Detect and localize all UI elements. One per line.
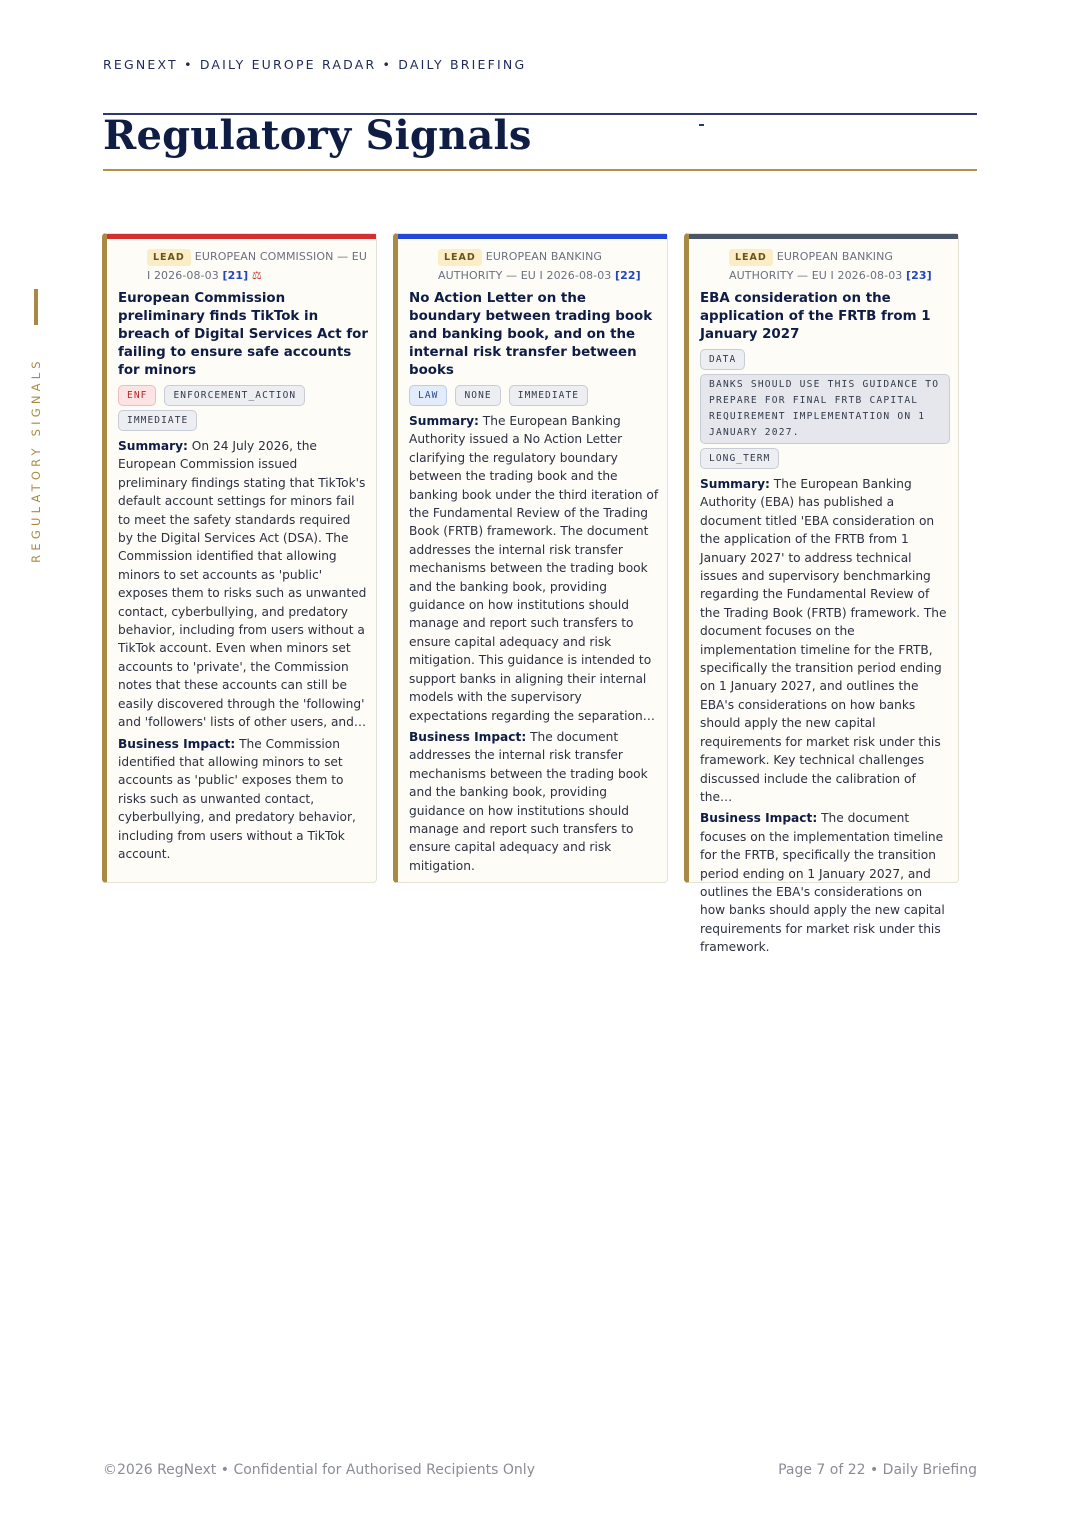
card-top-accent <box>398 234 667 239</box>
citation-ref[interactable]: [22] <box>615 269 641 282</box>
card-meta <box>700 247 950 285</box>
card-source: EUROPEAN BANKING AUTHORITY — EU I 2026-08-03 <box>729 250 903 282</box>
lead-badge: LEAD <box>147 249 191 266</box>
signal-card-2 <box>393 233 668 883</box>
card-summary: Summary: On 24 July 2026, the European Commission issued preliminary findings stating that TikTok's default account settings for minors fail to meet the safety standards required by the Digital Services Act (DSA). The Commission identified that allowing minors to set accounts as 'public' exposes them to risks such as unwanted contact, cyberbullying, and predatory behavior, including from users without a TikTok account. Even when minors set accounts to 'private', the Commission notes that these accounts can still be easily discovered through the 'following' and 'followers' lists of other users, and… <box>118 439 367 730</box>
card-top-accent <box>689 234 958 239</box>
tag-data: DATA <box>700 349 745 370</box>
tag-law: LAW <box>409 385 447 406</box>
card-business-impact: Business Impact: The document addresses the internal risk transfer mechanisms between the trading book and the banking book, providing guidance on how institutions should manage and report such transfers to ensure capital adequacy and risk mitigation. <box>409 729 648 873</box>
citation-ref[interactable]: [23] <box>906 269 932 282</box>
card-headline: European Commission preliminary finds TikTok in breach of Digital Services Act for failing to ensure safe accounts for minors <box>118 291 368 378</box>
sidebar-section-label: REGULATORY SIGNALS <box>29 357 43 563</box>
card-meta <box>409 247 659 285</box>
tag-list <box>118 385 368 431</box>
card-headline: No Action Letter on the boundary between trading book and banking book, and on the internal risk transfer between books <box>409 291 653 378</box>
tag-enforcement-action: ENFORCEMENT_ACTION <box>164 385 305 406</box>
tag-none: NONE <box>455 385 500 406</box>
header-dash-mark <box>699 124 704 126</box>
sidebar-accent-bar <box>34 289 38 325</box>
card-top-accent <box>107 234 376 239</box>
tag-long-term: LONG_TERM <box>700 448 779 469</box>
card-business-impact: Business Impact: The document focuses on the implementation timeline for the FRTB, specifically the transition period ending on 1 January 2027, and outlines the EBA's considerations on how banks should apply the new capital requirements for market risk under this framework. <box>700 811 945 955</box>
card-summary: Summary: The European Banking Authority (EBA) has published a document titled 'EBA consideration on the application of the FRTB from 1 January 2027' to address technical issues and supervisory benchmarking regarding the Fundamental Review of the Trading Book (FRTB) framework. The document focuses on the implementation timeline for the FRTB, specifically the transition period ending on 1 January 2027, and outlines the EBA's considerations on how banks should apply the new capital requirements for market risk under this framework. Key technical challenges discussed include the calibration of the… <box>700 477 947 804</box>
card-headline: EBA consideration on the application of the FRTB from 1 January 2027 <box>700 291 931 342</box>
lead-badge: LEAD <box>438 249 482 266</box>
card-source: EUROPEAN BANKING AUTHORITY — EU I 2026-08-03 <box>438 250 612 282</box>
card-source: EUROPEAN COMMISSION — EU I 2026-08-03 <box>147 250 367 282</box>
tag-list <box>700 349 950 469</box>
tag-list <box>409 385 659 406</box>
page-title: Regulatory Signals <box>103 112 532 159</box>
card-business-impact: Business Impact: The Commission identified that allowing minors to set accounts as 'public' exposes them to risks such as unwanted contact, cyberbullying, and predatory behavior, including from users without a TikTok account. <box>118 736 356 861</box>
footer-page-number: Page 7 of 22 • Daily Briefing <box>778 1462 977 1478</box>
header-eyebrow: REGNEXT • DAILY EUROPE RADAR • DAILY BRIEFING <box>103 57 527 72</box>
tag-immediate: IMMEDIATE <box>509 385 588 406</box>
card-meta <box>118 247 368 285</box>
signal-card-1 <box>102 233 377 883</box>
scales-icon: ⚖ <box>251 269 262 282</box>
lead-badge: LEAD <box>729 249 773 266</box>
footer-copyright: ©2026 RegNext • Confidential for Authorised Recipients Only <box>103 1462 535 1478</box>
card-summary: Summary: The European Banking Authority issued a No Action Letter clarifying the regulatory boundary between the trading book and the banking book under the third iteration of the Fundamental Review of the Trading Book (FRTB) framework. The document addresses the internal risk transfer mechanisms between the trading book and the banking book, providing guidance on how institutions should manage and report such transfers to ensure capital adequacy and risk mitigation. This guidance is intended to support banks in aligning their internal models with the supervisory expectations regarding the separation… <box>409 414 659 723</box>
guidance-note: BANKS SHOULD USE THIS GUIDANCE TO PREPARE FOR FINAL FRTB CAPITAL REQUIREMENT IMPLEMENTATION ON 1 JANUARY 2027. <box>700 374 950 444</box>
citation-ref[interactable]: [21] <box>222 269 249 282</box>
tag-enf: ENF <box>118 385 156 406</box>
tag-immediate: IMMEDIATE <box>118 410 197 431</box>
signal-card-3 <box>684 233 959 955</box>
header-gold-rule <box>103 169 977 171</box>
